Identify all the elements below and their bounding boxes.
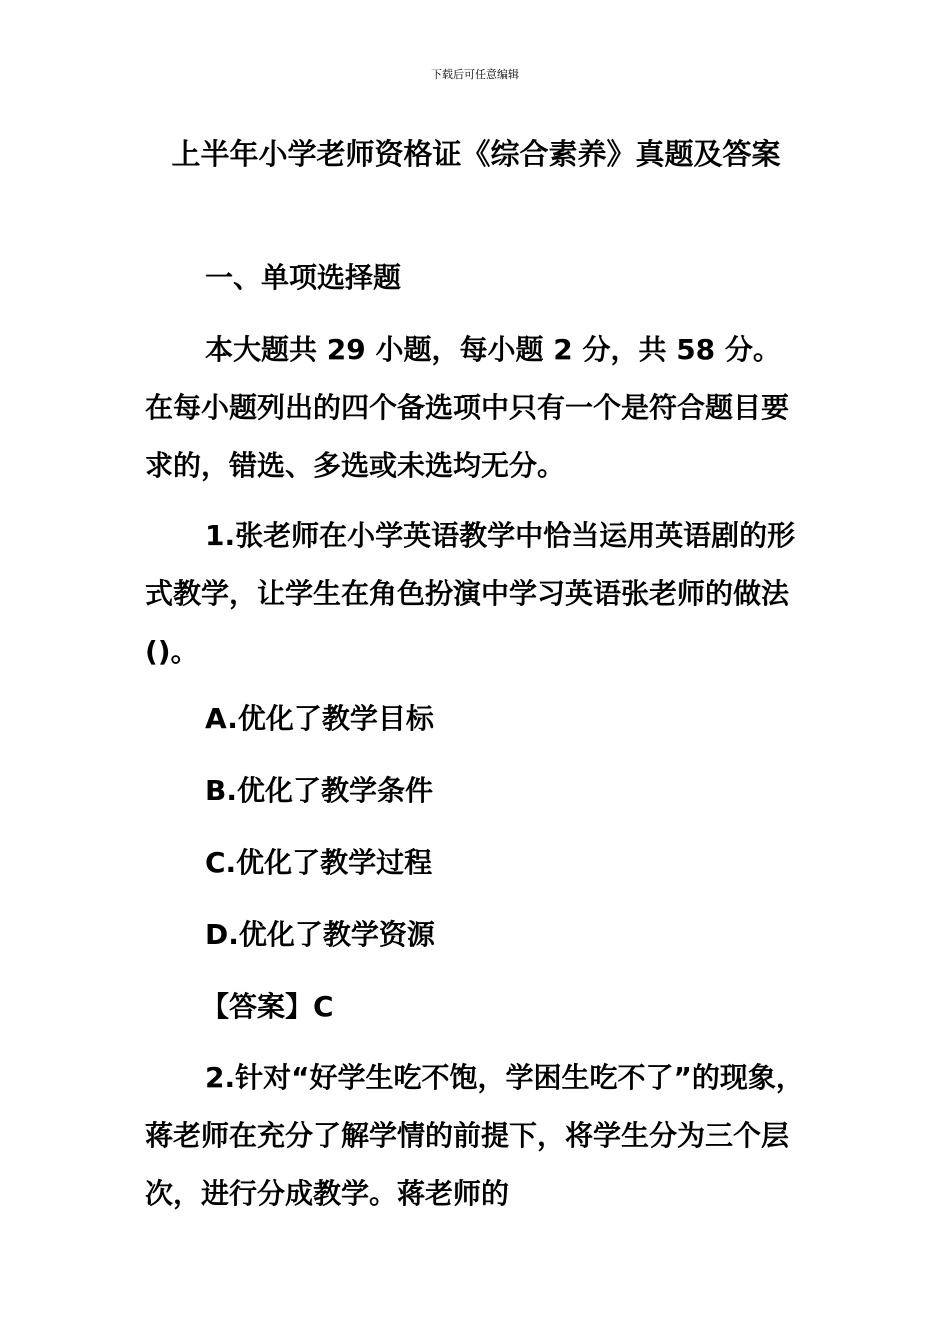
document-title: 上半年小学老师资格证《综合素养》真题及答案 [171, 137, 781, 171]
question-2-stem: 2.针对“好学生吃不饱，学困生吃不了”的现象，蒋老师在充分了解学情的前提下，将学生分为三个层次，进行分成教学。蒋老师的 [145, 1061, 804, 1210]
instructions-paragraph: 本大题共 29 小题，每小题 2 分，共 58 分。在每小题列出的四个备选项中只有一个是符合题目要求的，错选、多选或未选均无分。 [145, 333, 790, 482]
header-note: 下载后可任意编辑 [431, 68, 519, 81]
question-1-option-b: B.优化了教学条件 [205, 774, 433, 807]
question-1-stem: 1.张老师在小学英语教学中恰当运用英语剧的形式教学，让学生在角色扮演中学习英语张老师的做法()。 [145, 519, 796, 668]
section-heading: 一、单项选择题 [205, 261, 402, 294]
question-1-option-a: A.优化了教学目标 [205, 702, 434, 735]
document-body [145, 252, 807, 1223]
question-1-option-c: C.优化了教学过程 [205, 846, 433, 879]
question-1-answer: 【答案】C [201, 990, 334, 1023]
question-1-option-d: D.优化了教学资源 [205, 918, 435, 951]
